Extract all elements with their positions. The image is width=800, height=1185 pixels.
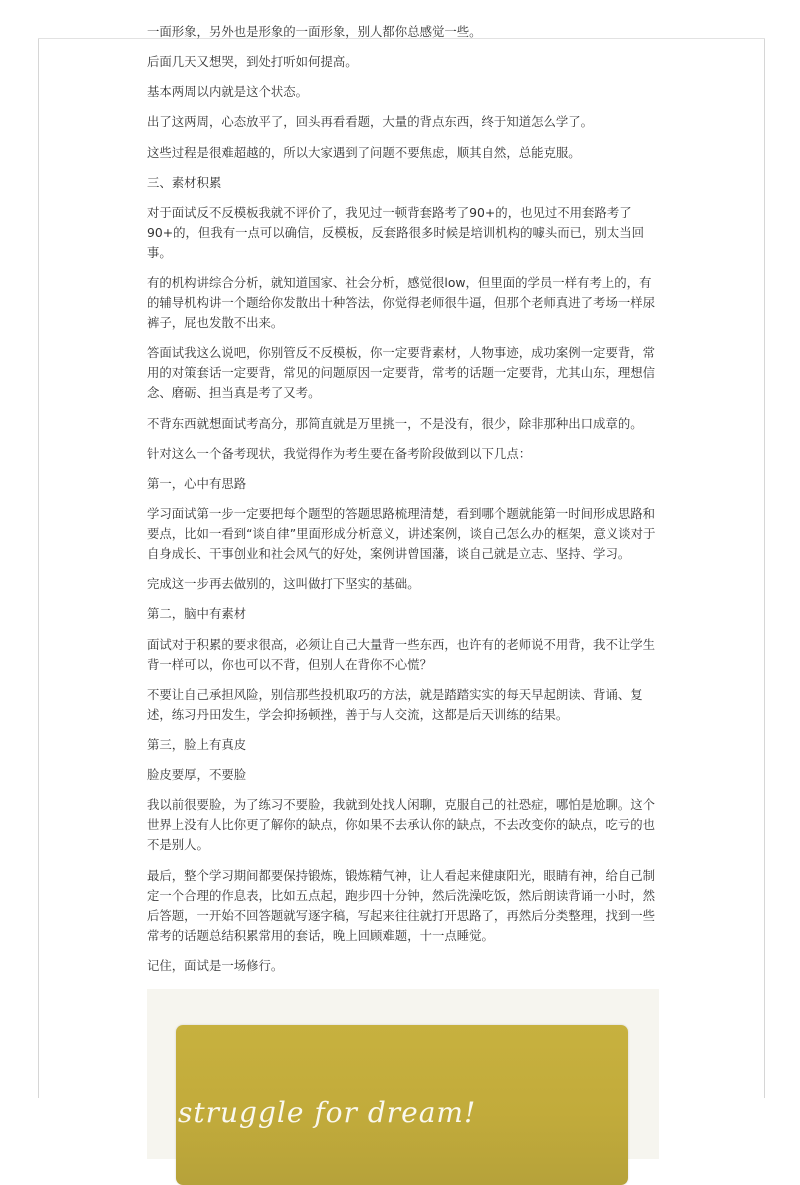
motivational-photo-card [176,1025,628,1185]
photo-caption-text: struggle for dream! [178,1095,477,1129]
paragraph-cut-top: 一面形象，另外也是形象的一面形象，别人都你总感觉一些。 [147,24,482,39]
paragraph: 后面几天又想哭，到处打听如何提高。 [147,54,358,69]
subsection-heading: 第一，心中有思路 [147,475,247,491]
paragraph: 答面试我这么说吧，你别管反不反模板，你一定要背素材，人物事迹，成功案例一定要背，常用的对策套话一定要背，常见的问题原因一定要背，常考的话题一定要背，尤其山东，理想信念、磨砺、担当真是考了又考。 [147,345,656,401]
paragraph: 针对这么一个备考现状，我觉得作为考生要在备考阶段做到以下几点： [147,445,532,461]
section-heading: 三、素材积累 [147,174,222,190]
closing-line: 记住，面试是一场修行。 [147,957,284,973]
paragraph: 出了这两周，心态放平了，回头再看看题，大量的背点东西，终于知道怎么学了。 [147,114,594,130]
paragraph: 我以前很要脸，为了练习不要脸，我就到处找人闲聊，克服自己的社恐症，哪怕是尬聊。这个世界上没有人比你更了解你的缺点，你如果不去承认你的缺点，不去改变你的缺点，吃亏的也不是别人。 [147,797,656,853]
paragraph: 不要让自己承担风险，别信那些投机取巧的方法，就是踏踏实实的每天早起朗读、背诵、复述，练习丹田发生，学会抑扬顿挫，善于与人交流，这都是后天训练的结果。 [147,686,643,722]
paragraph: 最后，整个学习期间都要保持锻炼，锻炼精气神，让人看起来健康阳光，眼睛有神，给自己制定一个合理的作息表，比如五点起，跑步四十分钟，然后洗澡吃饭，然后朗读背诵一小时，然后答题，一开始不回答题就写逐字稿，写起来往往就打开思路了，再然后分类整理，找到一些常考的话题总结积累常用的套话，晚上回顾难题，十一点睡觉。 [147,867,656,943]
paragraph: 完成这一步再去做别的，这叫做打下坚实的基础。 [147,576,420,592]
paragraph: 有的机构讲综合分析，就知道国家、社会分析，感觉很low，但里面的学员一样有考上的，有的辅导机构讲一个题给你发散出十种答法，你觉得老师很牛逼，但那个老师真进了考场一样尿裤子，屁也发散不出来。 [147,275,656,331]
paragraph: 不背东西就想面试考高分，那简直就是万里挑一，不是没有，很少，除非那种出口成章的。 [147,415,643,431]
article-body [147,22,659,1129]
subsection-heading: 第二，脑中有素材 [147,606,247,622]
page-border-left [38,38,39,1098]
paragraph: 基本两周以内就是这个状态。 [147,84,309,100]
article-image [147,989,659,1159]
page-border-right [764,38,765,1098]
paragraph: 学习面试第一步一定要把每个题型的答题思路梳理清楚，看到哪个题就能第一时间形成思路和要点，比如一看到“谈自律”里面形成分析意义，讲述案例，谈自己怎么办的框架，意义谈对于自身成长、干事创业和社会风气的好处，案例讲曾国藩，谈自己就是立志、坚持、学习。 [147,506,656,562]
paragraph: 面试对于积累的要求很高，必须让自己大量背一些东西，也许有的老师说不用背，我不让学生背一样可以，你也可以不背，但别人在背你不心慌？ [147,636,656,672]
paragraph: 脸皮要厚，不要脸 [147,767,247,783]
subsection-heading: 第三，脸上有真皮 [147,737,247,752]
paragraph: 这些过程是很难超越的，所以大家遇到了问题不要焦虑，顺其自然，总能克服。 [147,144,581,160]
paragraph: 对于面试反不反模板我就不评价了，我见过一顿背套路考了90+的，也见过不用套路考了90+的，但我有一点可以确信，反模板，反套路很多时候是培训机构的噱头而已，别太当回事。 [147,204,644,260]
